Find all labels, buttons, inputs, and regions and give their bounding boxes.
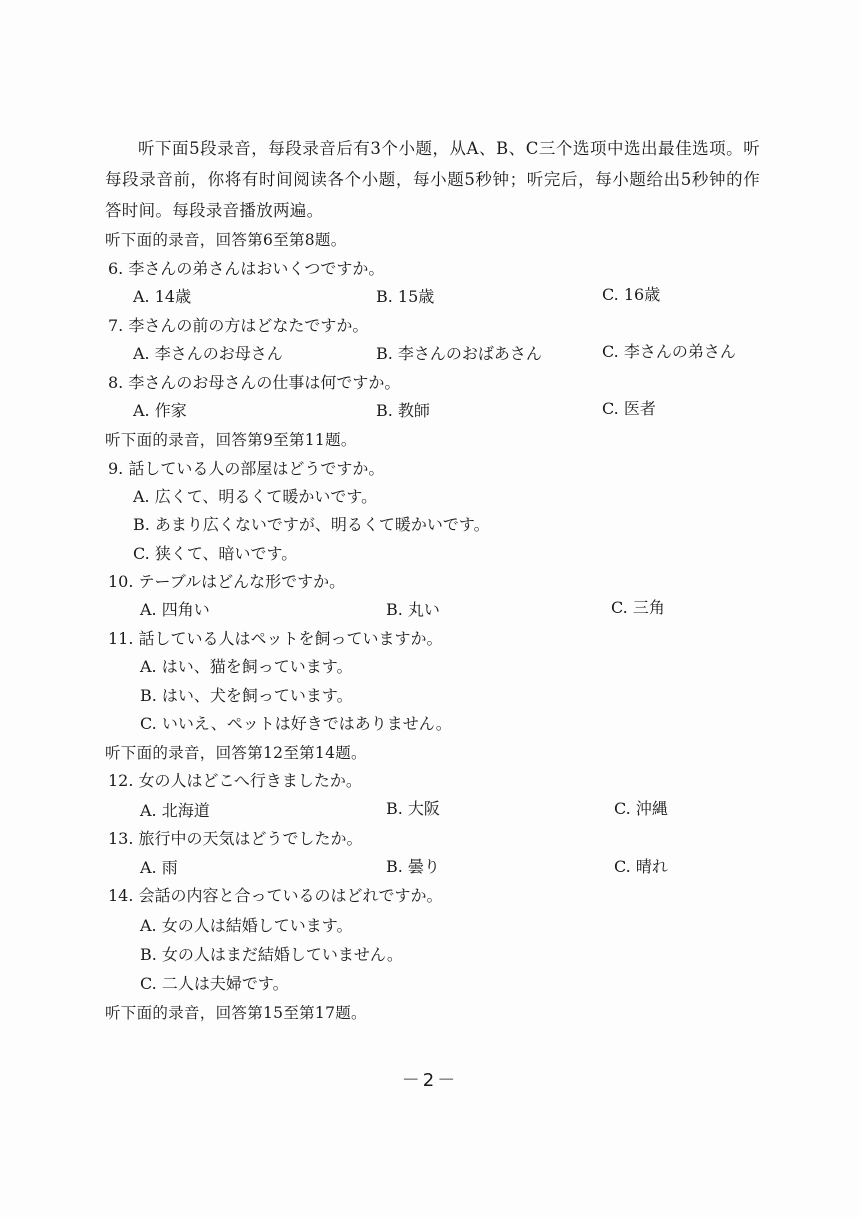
question-14: 14. 会話の内容と合っているのはどれですか。 bbox=[108, 886, 443, 905]
question-6-option-b: B. 15歳 bbox=[376, 287, 435, 306]
question-11-option-a: A. はい、猫を飼っています。 bbox=[140, 657, 353, 676]
question-14-option-b: B. 女の人はまだ結婚していません。 bbox=[140, 945, 403, 964]
question-12: 12. 女の人はどこへ行きましたか。 bbox=[108, 771, 362, 790]
question-14-option-c: C. 二人は夫婦です。 bbox=[140, 974, 289, 993]
question-10-option-b: B. 丸い bbox=[386, 600, 440, 619]
question-14-option-a: A. 女の人は結婚しています。 bbox=[140, 916, 353, 935]
question-6-option-c: C. 16歳 bbox=[602, 285, 661, 304]
question-12-option-b: B. 大阪 bbox=[386, 799, 440, 818]
question-9-option-b: B. あまり広くないですが、明るくて暖かいです。 bbox=[133, 515, 490, 534]
page-number: －2－ bbox=[401, 1070, 459, 1091]
question-7-option-a: A. 李さんのお母さん bbox=[133, 344, 283, 363]
question-12-option-a: A. 北海道 bbox=[140, 801, 210, 820]
section-heading-9-11: 听下面的录音，回答第9至第11题。 bbox=[105, 431, 357, 449]
question-13-option-a: A. 雨 bbox=[140, 858, 178, 877]
question-8-option-b: B. 教師 bbox=[376, 401, 430, 420]
question-13-option-b: B. 曇り bbox=[386, 857, 440, 876]
listening-instructions: 听下面5段录音，每段录音后有3个小题，从A、B、C三个选项中选出最佳选项。听每段录音前，你将有时间阅读各个小题，每小题5秒钟；听完后，每小题给出5秒钟的作答时间。每段录音播放两遍。 bbox=[105, 139, 760, 220]
question-8: 8. 李さんのお母さんの仕事は何ですか。 bbox=[108, 373, 401, 392]
question-11: 11. 話している人はペットを飼っていますか。 bbox=[108, 629, 443, 648]
question-11-option-c: C. いいえ、ペットは好きではありません。 bbox=[140, 714, 452, 733]
section-heading-6-8: 听下面的录音，回答第6至第8题。 bbox=[105, 231, 347, 249]
question-9: 9. 話している人の部屋はどうですか。 bbox=[108, 459, 385, 478]
section-heading-12-14: 听下面的录音，回答第12至第14题。 bbox=[105, 744, 367, 762]
question-10-option-a: A. 四角い bbox=[140, 600, 210, 619]
question-9-option-c: C. 狭くて、暗いです。 bbox=[133, 544, 298, 563]
question-7-option-b: B. 李さんのおばあさん bbox=[376, 344, 542, 363]
question-10-option-c: C. 三角 bbox=[611, 598, 665, 617]
question-12-option-c: C. 沖縄 bbox=[614, 799, 668, 818]
question-7-option-c: C. 李さんの弟さん bbox=[602, 342, 736, 361]
question-10: 10. テーブルはどんな形ですか。 bbox=[108, 572, 346, 591]
question-6-option-a: A. 14歳 bbox=[133, 287, 192, 306]
question-9-option-a: A. 広くて、明るくて暖かいです。 bbox=[133, 487, 378, 506]
question-13-option-c: C. 晴れ bbox=[614, 857, 668, 876]
question-11-option-b: B. はい、犬を飼っています。 bbox=[140, 686, 353, 705]
question-8-option-a: A. 作家 bbox=[133, 401, 187, 420]
question-6: 6. 李さんの弟さんはおいくつですか。 bbox=[108, 259, 385, 278]
question-8-option-c: C. 医者 bbox=[602, 399, 656, 418]
section-heading-15-17: 听下面的录音，回答第15至第17题。 bbox=[105, 1004, 367, 1022]
question-13: 13. 旅行中の天気はどうでしたか。 bbox=[108, 829, 363, 848]
question-7: 7. 李さんの前の方はどなたですか。 bbox=[108, 316, 369, 335]
